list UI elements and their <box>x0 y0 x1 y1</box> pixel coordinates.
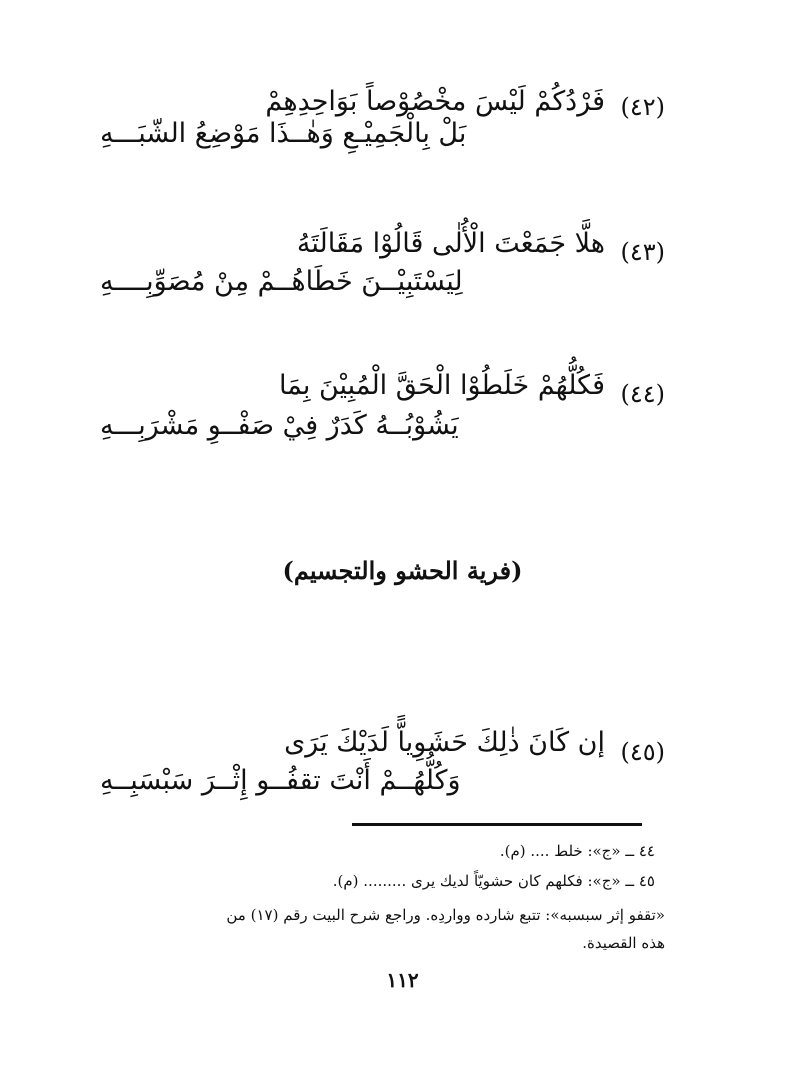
footnote-explanation: «تقفو إثر سبسبه»: تتبع شارده وواردِه. وراجع شرح البيت رقم (١٧) من <box>226 906 665 924</box>
section-heading: (فرية الحشو والتجسيم) <box>282 556 523 585</box>
verse-number: (٤٢) <box>620 93 665 121</box>
verse-hemistich-second: يَشُوْبُــهُ كَدَرٌ فِيْ صَفْــوِ مَشْرَبِـــهِ <box>100 410 459 441</box>
verse-hemistich-second: وَكُلُّهُــمْ أَنْتَ تقفُــو إِثْــرَ سَبْسَبِــهِ <box>100 765 461 796</box>
verse-hemistich-second: لِيَسْتَبِيْــنَ خَطَاهُــمْ مِنْ مُصَوِّبِــــهِ <box>100 266 463 297</box>
footnote-divider <box>352 823 642 826</box>
verse-number: (٤٥) <box>620 738 665 766</box>
verse-hemistich-first: إن كَانَ ذٰلِكَ حَشَوِياًّ لَدَيْكَ يَرَى <box>284 727 605 758</box>
verse-hemistich-first: فَكُلُّهُمْ خَلَطُوْا الْحَقَّ الْمُبِيْنَ بِمَا <box>279 370 605 401</box>
footnote-44: ٤٤ ــ «ج»: خلط .... (م). <box>499 842 655 860</box>
page-number: ١١٢ <box>386 968 419 992</box>
verse-number: (٤٣) <box>620 238 665 266</box>
footnote-45: ٤٥ ــ «ج»: فكلهم كان حشويّاً لديك يرى ......... (م). <box>332 872 655 890</box>
footnote-explanation-continued: هذه القصيدة. <box>582 934 665 952</box>
verse-hemistich-first: هلَّا جَمَعْتَ الْأُلٰى قَالُوْا مَقَالَتَهُ <box>296 228 605 259</box>
verse-hemistich-first: فَرْدُكُمْ لَيْسَ مخْصُوْصاً بَوَاحِدِهِمْ <box>265 86 605 117</box>
verse-number: (٤٤) <box>620 380 665 408</box>
verse-hemistich-second: بَلْ بِالْجَمِيْـعِ وَهٰــذَا مَوْضِعُ الشّبَـــهِ <box>100 118 467 149</box>
